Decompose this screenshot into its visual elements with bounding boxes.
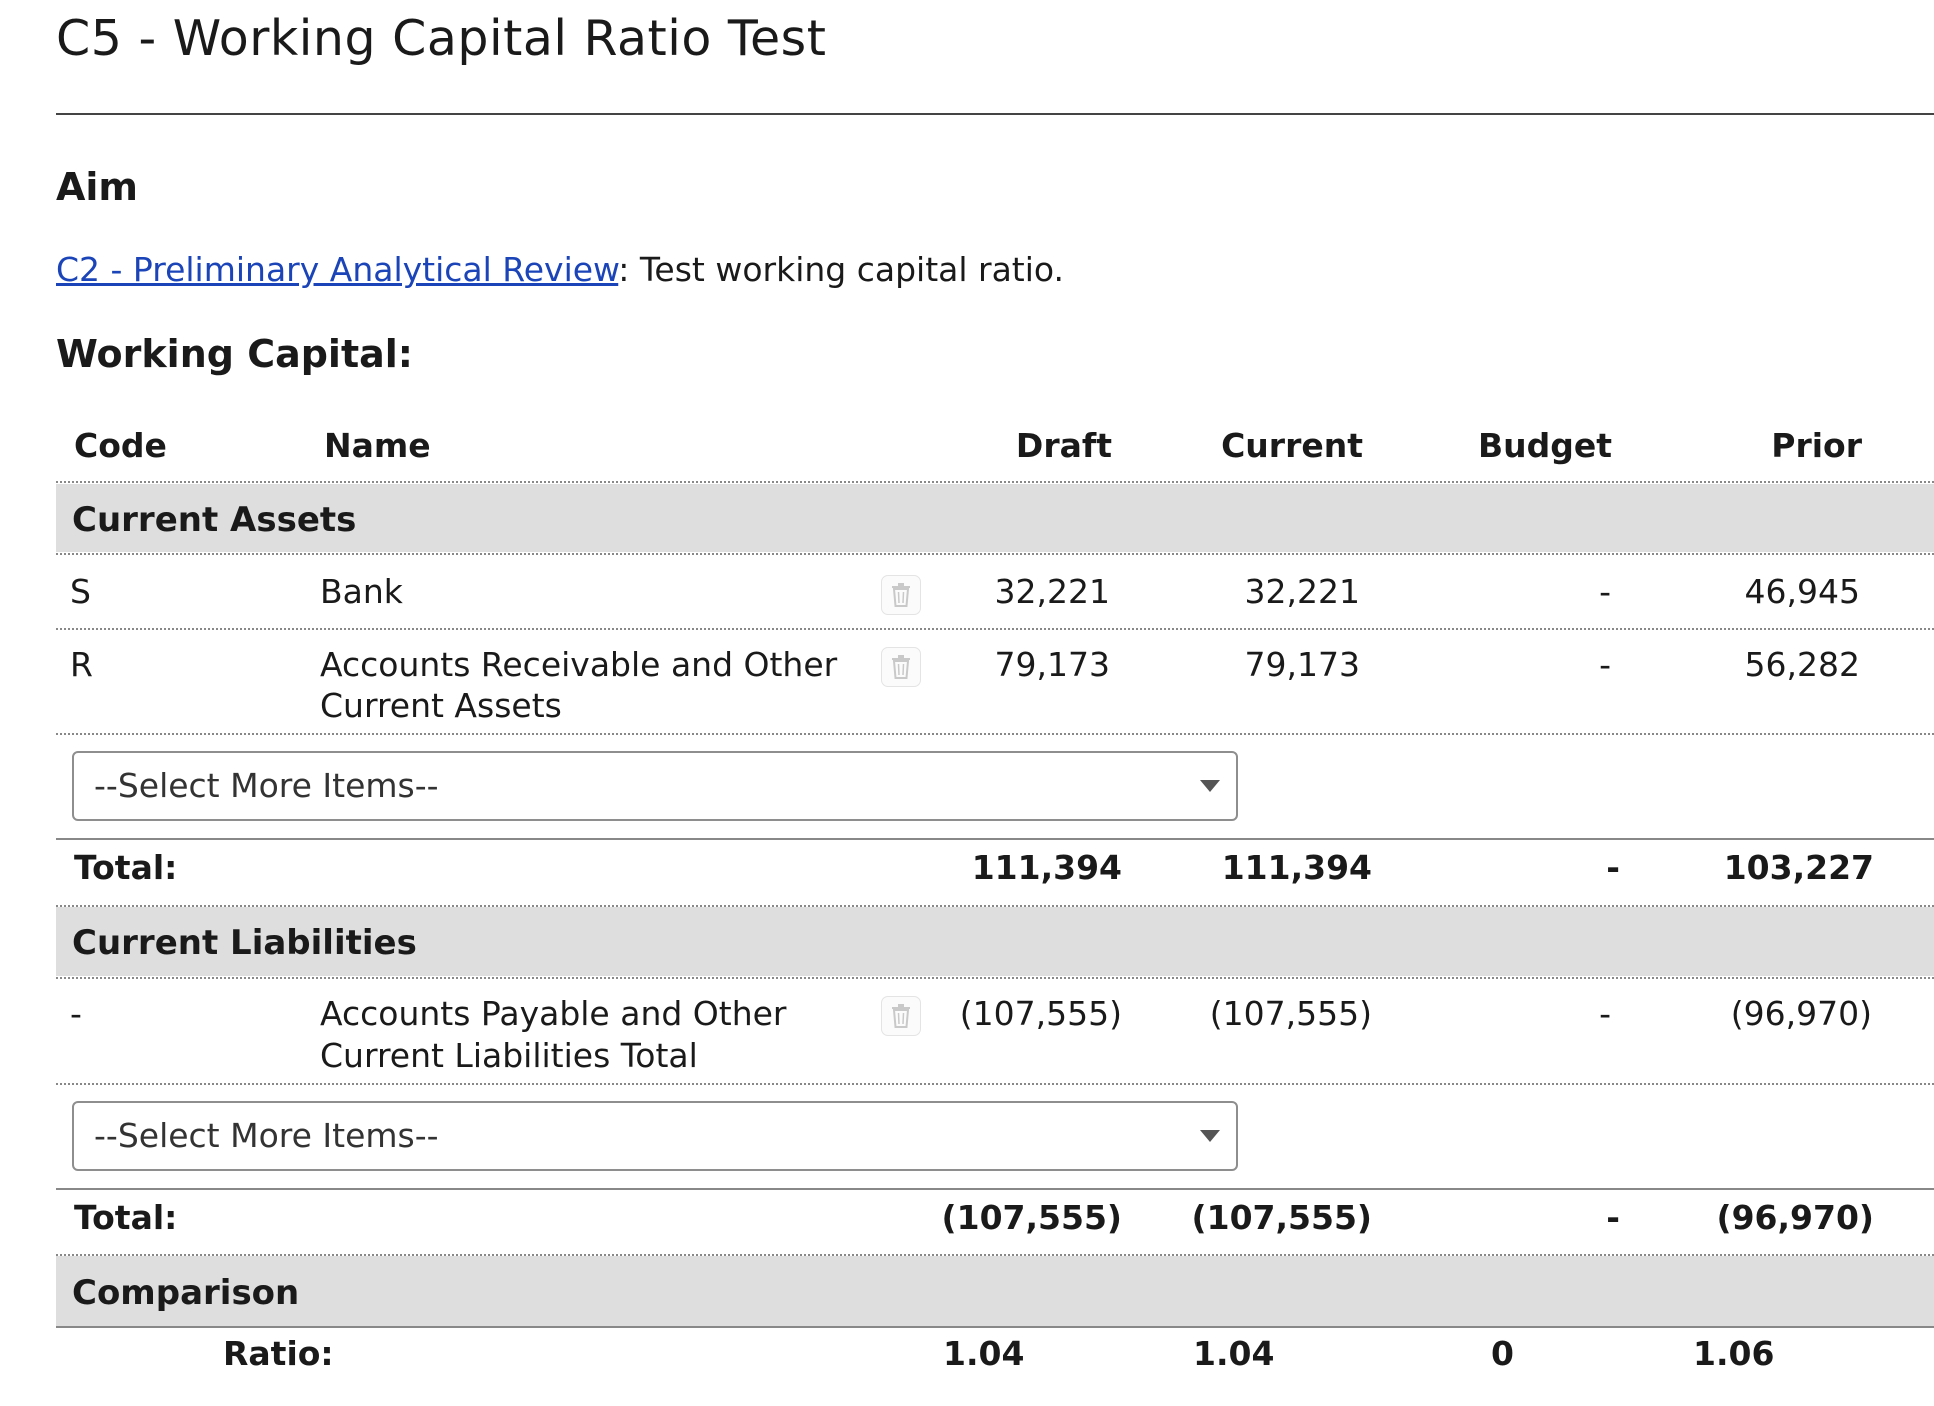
row-receivable-name: Accounts Receivable and Other — [320, 645, 838, 684]
row-bank-budget: - — [1599, 572, 1611, 611]
row-receivable-budget: - — [1599, 645, 1611, 684]
total-divider — [56, 838, 1934, 840]
delete-row-button[interactable] — [881, 575, 921, 615]
aim-heading: Aim — [56, 165, 139, 209]
col-header-code: Code — [74, 426, 167, 465]
row-bank-current: 32,221 — [1244, 572, 1360, 611]
row-bank-prior: 46,945 — [1744, 572, 1860, 611]
total-divider — [56, 1188, 1934, 1190]
row-receivable-draft: 79,173 — [994, 645, 1110, 684]
assets-total-current: 111,394 — [1221, 848, 1372, 887]
aim-description — [56, 250, 1064, 289]
row-receivable-name-cont: Current Assets — [320, 686, 562, 725]
current-liabilities-section — [56, 907, 1934, 976]
row-bank-code: S — [70, 572, 91, 611]
working-capital-heading: Working Capital: — [56, 332, 413, 376]
col-header-name: Name — [324, 426, 431, 465]
comparison-label: Comparison — [72, 1273, 300, 1313]
ratio-label: Ratio: — [223, 1334, 334, 1373]
row-payable-draft: (107,555) — [959, 994, 1122, 1033]
aim-text: : Test working capital ratio. — [618, 250, 1065, 289]
page-title: C5 - Working Capital Ratio Test — [56, 10, 827, 67]
current-liabilities-label: Current Liabilities — [72, 923, 417, 963]
assets-total-budget: - — [1606, 848, 1620, 887]
select-more-liabilities-dropdown[interactable] — [72, 1101, 1238, 1171]
col-header-budget: Budget — [1477, 426, 1612, 465]
assets-total-label: Total: — [74, 848, 178, 887]
comparison-section — [56, 1256, 1934, 1326]
row-divider — [56, 628, 1934, 630]
row-payable-budget: - — [1599, 994, 1611, 1033]
liabilities-total-current: (107,555) — [1191, 1198, 1372, 1237]
row-receivable-prior: 56,282 — [1744, 645, 1860, 684]
select-placeholder: --Select More Items-- — [94, 1116, 439, 1155]
row-receivable-code: R — [70, 645, 93, 684]
assets-total-prior: 103,227 — [1723, 848, 1874, 887]
row-divider — [56, 977, 1934, 979]
liabilities-total-label: Total: — [74, 1198, 178, 1237]
trash-icon — [891, 1004, 911, 1028]
ratio-prior: 1.06 — [1693, 1334, 1775, 1373]
select-more-assets-dropdown[interactable] — [72, 751, 1238, 821]
trash-icon — [891, 583, 911, 607]
preliminary-review-link[interactable]: C2 - Preliminary Analytical Review — [56, 250, 619, 289]
trash-icon — [891, 655, 911, 679]
row-payable-name-cont: Current Liabilities Total — [320, 1036, 698, 1075]
row-payable-prior: (96,970) — [1730, 994, 1872, 1033]
row-bank-draft: 32,221 — [994, 572, 1110, 611]
chevron-down-icon — [1200, 780, 1220, 792]
row-payable-current: (107,555) — [1209, 994, 1372, 1033]
delete-row-button[interactable] — [881, 996, 921, 1036]
current-assets-label: Current Assets — [72, 500, 357, 540]
row-payable-code: - — [70, 994, 82, 1033]
liabilities-total-prior: (96,970) — [1716, 1198, 1874, 1237]
delete-row-button[interactable] — [881, 647, 921, 687]
row-receivable-current: 79,173 — [1244, 645, 1360, 684]
ratio-budget: 0 — [1491, 1334, 1514, 1373]
title-divider — [56, 113, 1934, 115]
row-divider — [56, 1083, 1934, 1085]
col-header-draft: Draft — [1015, 426, 1112, 465]
comparison-divider — [56, 1326, 1934, 1328]
col-header-current: Current — [1221, 426, 1363, 465]
header-divider — [56, 481, 1934, 483]
select-placeholder: --Select More Items-- — [94, 766, 439, 805]
assets-total-draft: 111,394 — [971, 848, 1122, 887]
row-bank-name: Bank — [320, 572, 403, 611]
liabilities-total-draft: (107,555) — [941, 1198, 1122, 1237]
row-payable-name: Accounts Payable and Other — [320, 994, 787, 1033]
liabilities-total-budget: - — [1606, 1198, 1620, 1237]
col-header-prior: Prior — [1771, 426, 1862, 465]
row-divider — [56, 733, 1934, 735]
ratio-current: 1.04 — [1193, 1334, 1275, 1373]
chevron-down-icon — [1200, 1130, 1220, 1142]
ratio-draft: 1.04 — [943, 1334, 1025, 1373]
current-assets-section — [56, 484, 1934, 552]
row-divider — [56, 553, 1934, 555]
